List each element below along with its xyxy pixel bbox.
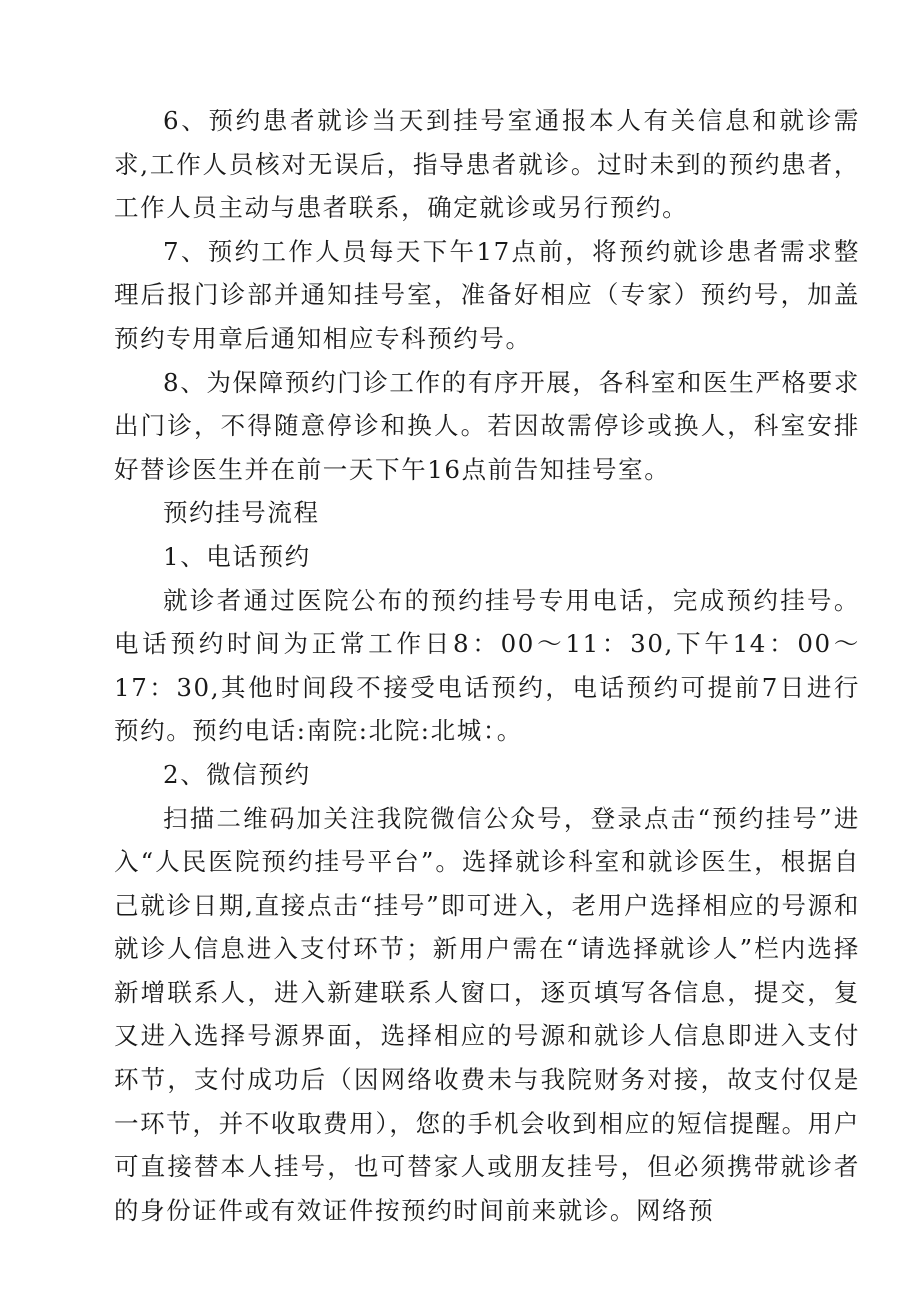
subheading-wechat-appointment: 2、微信预约 <box>163 759 311 789</box>
paragraph-item-7: 7、预约工作人员每天下午17点前，将预约就诊患者需求整理后报门诊部并通知挂号室，准备好相应（专家）预约号，加盖预约专用章后通知相应专科预约号。 <box>114 236 860 353</box>
paragraph-item-6: 6、预约患者就诊当天到挂号室通报本人有关信息和就诊需求,工作人员核对无误后，指导患者就诊。过时未到的预约患者，工作人员主动与患者联系，确定就诊或另行预约。 <box>114 106 860 223</box>
paragraph-wechat-appointment: 扫描二维码加关注我院微信公众号，登录点击“预约挂号”进入“人民医院预约挂号平台”。选择就诊科室和就诊医生，根据自己就诊日期,直接点击“挂号”即可进入，老用户选择相应的号源和就诊人信息进入支付环节；新用户需在“请选择就诊人”栏内选择新增联系人，进入新建联系人窗口，逐页填写各信息，提交，复又进入选择号源界面，选择相应的号源和就诊人信息即进入支付环节，支付成功后（因网络收费未与我院财务对接，故支付仅是一环节，并不收取费用），您的手机会收到相应的短信提醒。用户可直接替本人挂号，也可替家人或朋友挂号，但必须携带就诊者的身份证件或有效证件按预约时间前来就诊。网络预 <box>114 803 860 1225</box>
paragraph-item-8: 8、为保障预约门诊工作的有序开展，各科室和医生严格要求出门诊，不得随意停诊和换人。若因故需停诊或换人，科室安排好替诊医生并在前一天下午16点前告知挂号室。 <box>114 367 860 484</box>
subheading-phone-appointment: 1、电话预约 <box>163 541 311 571</box>
paragraph-phone-appointment: 就诊者通过医院公布的预约挂号专用电话，完成预约挂号。电话预约时间为正常工作日8：00～11：30,下午14：00～17：30,其他时间段不接受电话预约，电话预约可提前7日进行预约。预约电话:南院:北院:北城：。 <box>114 585 860 746</box>
section-title-appointment-process: 预约挂号流程 <box>163 498 320 528</box>
